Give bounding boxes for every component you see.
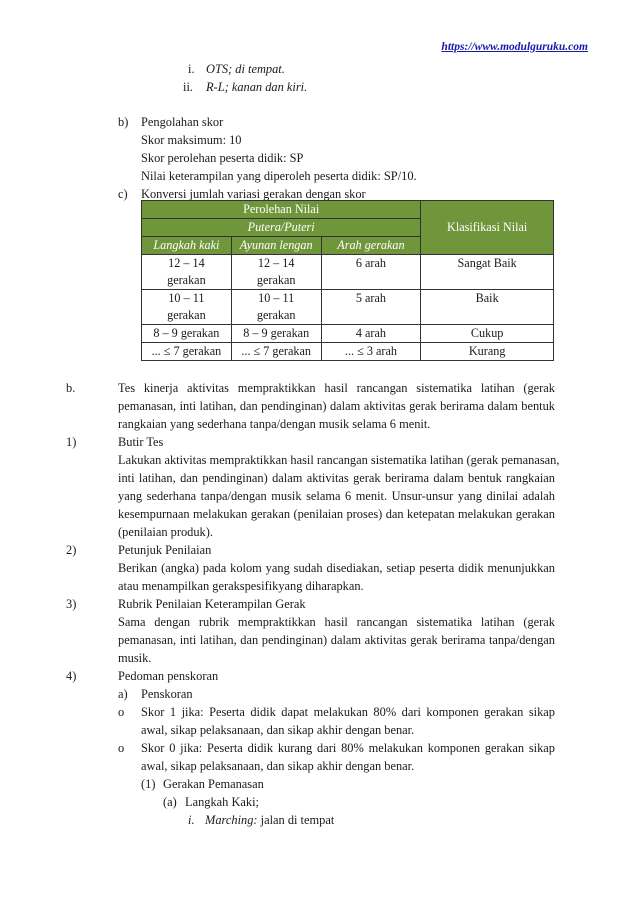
text-line: Sama dengan rubrik mempraktikkan hasil rancangan sistematika latihan (gerak	[118, 615, 555, 629]
section-title: Petunjuk Penilaian	[118, 543, 212, 557]
table-row	[142, 343, 554, 361]
section-title: Penskoran	[141, 687, 193, 701]
text-line: Marching: jalan di tempat	[205, 813, 335, 827]
table-header-perolehan: Perolehan Nilai	[142, 201, 421, 219]
roman-text: R-L; kanan dan kiri.	[206, 80, 308, 94]
text-line: Skor perolehan peserta didik: SP	[141, 151, 304, 165]
list-marker: b)	[118, 115, 129, 129]
table-row	[142, 290, 554, 325]
list-marker: 3)	[66, 597, 77, 611]
text-line: awal, sikap pelaksanaan, dan sikap akhir dengan benar.	[141, 723, 415, 737]
text-line: Berikan (angka) pada kolom yang sudah disediakan, setiap peserta didik menunjukkan	[118, 561, 555, 575]
section-title: Gerakan Pemanasan	[163, 777, 264, 791]
score-conversion-table	[141, 200, 554, 361]
list-marker: 4)	[66, 669, 77, 683]
table-cell: 6 arah	[321, 255, 421, 290]
text-line: yang sederhana tanpa/dengan musik selama 6 menit. Unsur-unsur yang dinilai adalah	[118, 489, 555, 503]
text-line: pemanasan, inti latihan, dan pendinginan) dalam aktivitas gerak berirama tanpa/dengan	[118, 633, 555, 647]
roman-marker: i.	[188, 813, 195, 827]
table-cell: 4 arah	[321, 325, 421, 343]
text-line: rangkaian yang sederhana tanpa/dengan musik selama 6 menit.	[118, 417, 431, 431]
table-header-klasifikasi: Klasifikasi Nilai	[421, 201, 554, 255]
table-cell: 8 – 9 gerakan	[231, 325, 321, 343]
table-col-header: Ayunan lengan	[231, 237, 321, 255]
table-col-header: Langkah kaki	[142, 237, 232, 255]
table-row	[142, 325, 554, 343]
list-marker: (a)	[163, 795, 177, 809]
table-header-gender: Putera/Puteri	[142, 219, 421, 237]
section-title: Konversi jumlah variasi gerakan dengan skor	[141, 187, 366, 201]
table-cell: 12 – 14 gerakan	[142, 255, 232, 290]
text-line: Nilai keterampilan yang diperoleh peserta didik: SP/10.	[141, 169, 417, 183]
section-title: Butir Tes	[118, 435, 164, 449]
table-cell: Baik	[421, 290, 554, 325]
list-marker: 2)	[66, 543, 77, 557]
roman-marker: ii.	[183, 80, 193, 94]
roman-item-ii	[183, 78, 308, 96]
text-line: Lakukan aktivitas mempraktikkan hasil rancangan sistematika latihan (gerak pemanasan,	[118, 453, 560, 467]
table-row	[142, 255, 554, 290]
section-title: Pedoman penskoran	[118, 669, 219, 683]
text-line: pemanasan, inti latihan, dan pendinginan) dalam aktivitas gerak berirama dalam bentuk	[118, 399, 555, 413]
table-cell: ... ≤ 7 gerakan	[142, 343, 232, 361]
table-cell: 8 – 9 gerakan	[142, 325, 232, 343]
table-cell: 5 arah	[321, 290, 421, 325]
text-line: awal, sikap pelaksanaan, dan sikap akhir dengan benar.	[141, 759, 415, 773]
text-line: inti latihan, dan pendinginan) dalam aktivitas gerak berirama dalam bentuk rangkaian	[118, 471, 555, 485]
bullet-marker: o	[118, 705, 125, 719]
table-cell: Kurang	[421, 343, 554, 361]
bullet-marker: o	[118, 741, 125, 755]
text-line: atau menampilkan gerakspesifikyang diharapkan.	[118, 579, 364, 593]
text-line: Skor 1 jika: Peserta didik dapat melakukan 80% dari komponen gerakan sikap	[141, 705, 555, 719]
roman-marker: i.	[188, 62, 195, 76]
table-cell: ... ≤ 7 gerakan	[231, 343, 321, 361]
table-cell: 12 – 14 gerakan	[231, 255, 321, 290]
table-cell: Sangat Baik	[421, 255, 554, 290]
header-url[interactable]: https://www.modulguruku.com	[441, 41, 588, 53]
section-title: Langkah Kaki;	[185, 795, 259, 809]
text-line: Skor maksimum: 10	[141, 133, 242, 147]
table-col-header: Arah gerakan	[321, 237, 421, 255]
text-line: musik.	[118, 651, 152, 665]
table-cell: Cukup	[421, 325, 554, 343]
table-cell: ... ≤ 3 arah	[321, 343, 421, 361]
roman-text: OTS; di tempat.	[206, 62, 285, 76]
list-marker: b.	[66, 381, 76, 395]
section-title: Pengolahan skor	[141, 115, 224, 129]
text-line: Tes kinerja aktivitas mempraktikkan hasil rancangan sistematika latihan (gerak	[118, 381, 555, 395]
list-marker: 1)	[66, 435, 77, 449]
table-cell: 10 – 11 gerakan	[142, 290, 232, 325]
section-title: Rubrik Penilaian Keterampilan Gerak	[118, 597, 306, 611]
text-line: (penilaian produk).	[118, 525, 213, 539]
roman-item-i	[188, 60, 285, 78]
text-line: Skor 0 jika: Peserta didik kurang dari 80% melakukan komponen gerakan sikap	[141, 741, 555, 755]
list-marker: c)	[118, 187, 128, 201]
table-cell: 10 – 11 gerakan	[231, 290, 321, 325]
list-marker: (1)	[141, 777, 156, 791]
text-line: kesempurnaan melakukan gerakan (penilaian proses) dan ketepatan melakukan gerakan	[118, 507, 555, 521]
list-marker: a)	[118, 687, 128, 701]
